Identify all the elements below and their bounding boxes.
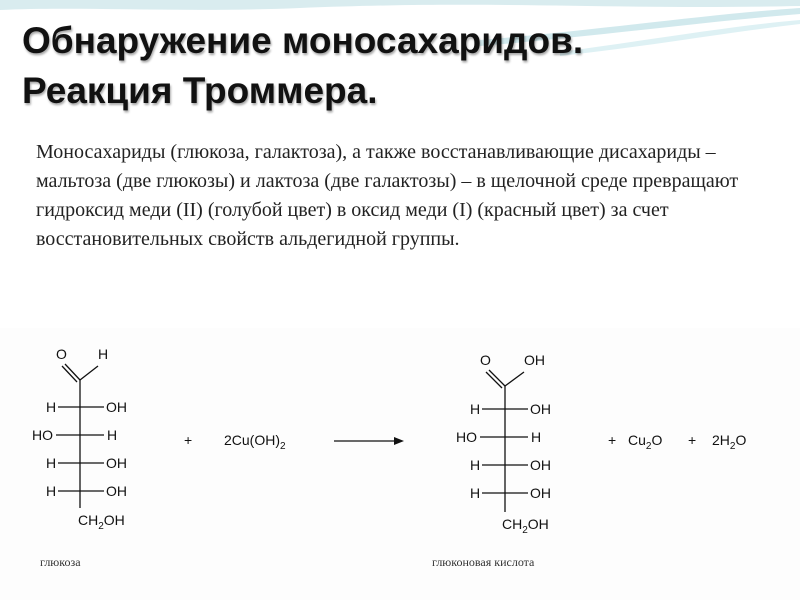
glucose-top-o: O <box>56 346 67 362</box>
title-line-1: Обнаружение моносахаридов. <box>22 20 584 61</box>
glucose-row1-left: H <box>46 399 57 415</box>
reaction-scheme <box>0 328 800 600</box>
glucose-top-h: H <box>98 346 109 362</box>
acid-c-oh-bond <box>505 372 524 386</box>
glucose-row4-left: H <box>46 483 57 499</box>
reaction-scheme-svg <box>0 328 800 600</box>
acid-caption: глюконовая кислота <box>432 555 535 569</box>
slide-title <box>22 16 782 116</box>
acid-top-oh: OH <box>524 352 545 368</box>
glucose-c-h-bond <box>80 366 98 380</box>
glucose-row3-right: OH <box>106 455 127 471</box>
acid-row3-right: OH <box>530 457 551 473</box>
body-paragraph: Моносахариды (глюкоза, галактоза), а также восстанавливающие дисахариды – мальтоза (две глюкозы) и лактоза (две галактозы) – в щелочной среде превращают гидроксид меди (II) (голубой цвет) в оксид меди (I) (красный цвет) за счет восстановительных свойств альдегидной группы. <box>36 141 739 250</box>
acid-row1-right: OH <box>530 401 551 417</box>
reagent-plus: + <box>184 432 193 448</box>
product-cu2o: $Cu_2O$ <box>628 432 663 452</box>
acid-row4-left: H <box>470 485 481 501</box>
reagent-cu-oh2: $2Cu(OH)_2$ <box>224 432 286 452</box>
glucose-ch2oh: $CH_2OH$ <box>78 512 125 532</box>
title-line-2: Реакция Троммера. <box>22 70 378 111</box>
glucose-row1-right: OH <box>106 399 127 415</box>
product-h2o: $2H_2O$ <box>712 432 747 452</box>
acid-row3-left: H <box>470 457 481 473</box>
acid-top-o: O <box>480 352 491 368</box>
product-plus-1: + <box>608 432 617 448</box>
acid-row2-right: H <box>531 429 542 445</box>
glucose-row2-left: HO <box>32 427 53 443</box>
glucose-row2-right: H <box>107 427 118 443</box>
acid-ch2oh: $CH_2OH$ <box>502 516 549 536</box>
acid-row2-left: HO <box>456 429 477 445</box>
gluconic-acid-structure <box>432 352 551 569</box>
product-plus-2: + <box>688 432 697 448</box>
acid-row1-left: H <box>470 401 481 417</box>
glucose-caption: глюкоза <box>40 555 81 569</box>
glucose-row4-right: OH <box>106 483 127 499</box>
glucose-row3-left: H <box>46 455 57 471</box>
acid-row4-right: OH <box>530 485 551 501</box>
glucose-structure <box>32 346 127 569</box>
reaction-arrow <box>334 437 404 445</box>
